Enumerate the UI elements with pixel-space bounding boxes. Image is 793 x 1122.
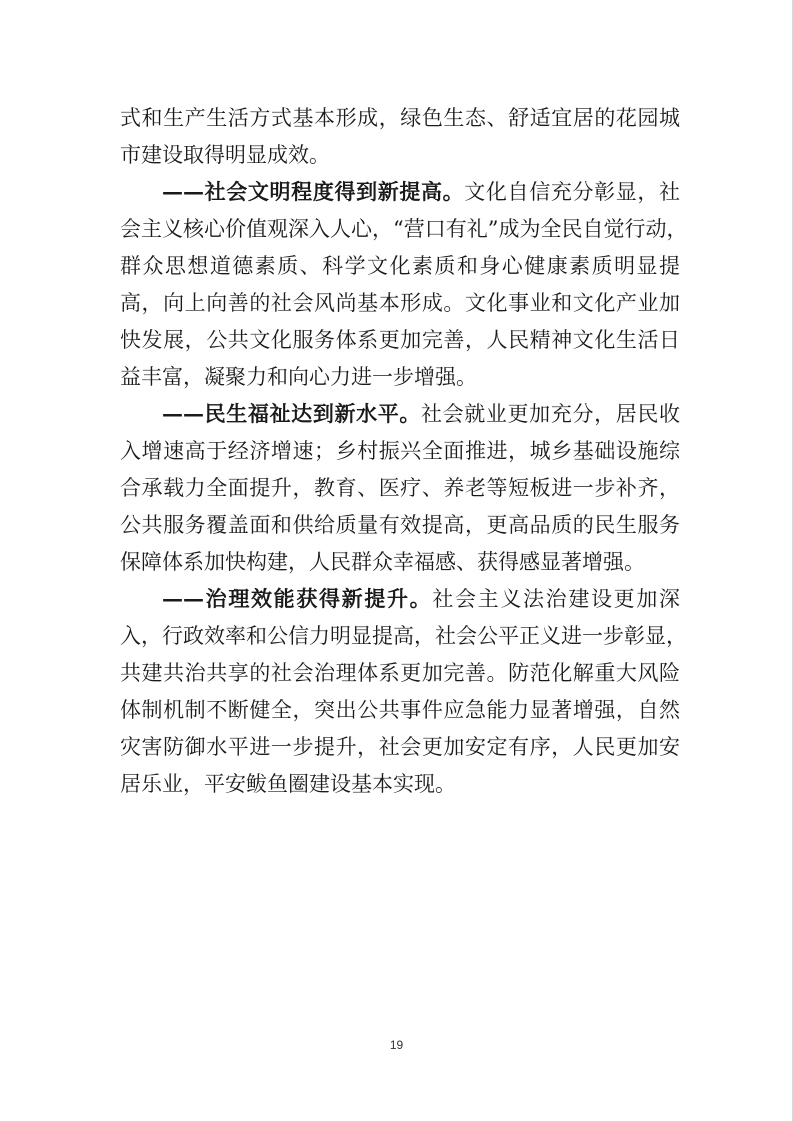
paragraph-heading: ——民生福祉达到新水平。	[162, 401, 421, 426]
text-line	[120, 766, 680, 802]
text-line	[120, 544, 680, 580]
text-line	[120, 470, 680, 506]
text-line	[120, 285, 680, 321]
text-line	[120, 100, 680, 136]
line-text: 快发展，公共文化服务体系更加完善，人民精神文化生活日	[120, 328, 680, 352]
line-text: 灾害防御水平进一步提升，社会更加安定有序，人民更加安	[120, 735, 680, 759]
text-line	[120, 618, 687, 654]
text-line	[120, 248, 680, 284]
line-text: 公共服务覆盖面和供给质量有效提高，更高品质的民生服务	[120, 513, 680, 537]
text-line	[120, 507, 680, 543]
line-text: 式和生产生活方式基本形成，绿色生态、舒适宜居的花园城	[120, 106, 680, 130]
line-text: 合承载力全面提升，教育、医疗、养老等短板进一步补齐，	[120, 476, 680, 500]
text-line	[120, 322, 680, 358]
line-text: 入，行政效率和公信力明显提高，社会公平正义进一步彰显，	[120, 624, 687, 648]
text-line	[120, 692, 680, 728]
text-line	[120, 655, 680, 691]
text-line	[120, 433, 680, 469]
line-text: 居乐业，平安鲅鱼圈建设基本实现。	[120, 772, 456, 796]
text-line	[120, 211, 688, 247]
line-text: 入增速高于经济增速；乡村振兴全面推进，城乡基础设施综	[120, 439, 680, 463]
line-text: 市建设取得明显成效。	[120, 143, 330, 167]
line-text: 社会就业更加充分，居民收	[421, 402, 680, 426]
paragraph-first-line	[162, 581, 680, 617]
line-text: 会主义核心价值观深入人心，“营口有礼”成为全民自觉行动，	[120, 217, 688, 241]
line-text: 社会主义法治建设更加深	[432, 587, 681, 611]
text-line	[120, 729, 680, 765]
line-text: 共建共治共享的社会治理体系更加完善。防范化解重大风险	[120, 661, 680, 685]
line-text: 群众思想道德素质、科学文化素质和身心健康素质明显提	[120, 254, 680, 278]
paragraph-first-line	[162, 174, 680, 210]
paragraph-heading: ——社会文明程度得到新提高。	[162, 179, 465, 204]
text-line	[120, 137, 680, 173]
text-line	[120, 359, 680, 395]
line-text: 保障体系加快构建，人民群众幸福感、获得感显著增强。	[120, 550, 645, 574]
line-text: 体制机制不断健全，突出公共事件应急能力显著增强，自然	[120, 698, 680, 722]
line-text: 文化自信充分彰显，社	[464, 180, 681, 204]
page-number: 19	[389, 1038, 404, 1052]
paragraph-first-line	[162, 396, 680, 432]
paragraph-heading: ——治理效能获得新提升。	[162, 586, 433, 611]
line-text: 益丰富，凝聚力和向心力进一步增强。	[120, 365, 477, 389]
line-text: 高，向上向善的社会风尚基本形成。文化事业和文化产业加	[120, 291, 680, 315]
